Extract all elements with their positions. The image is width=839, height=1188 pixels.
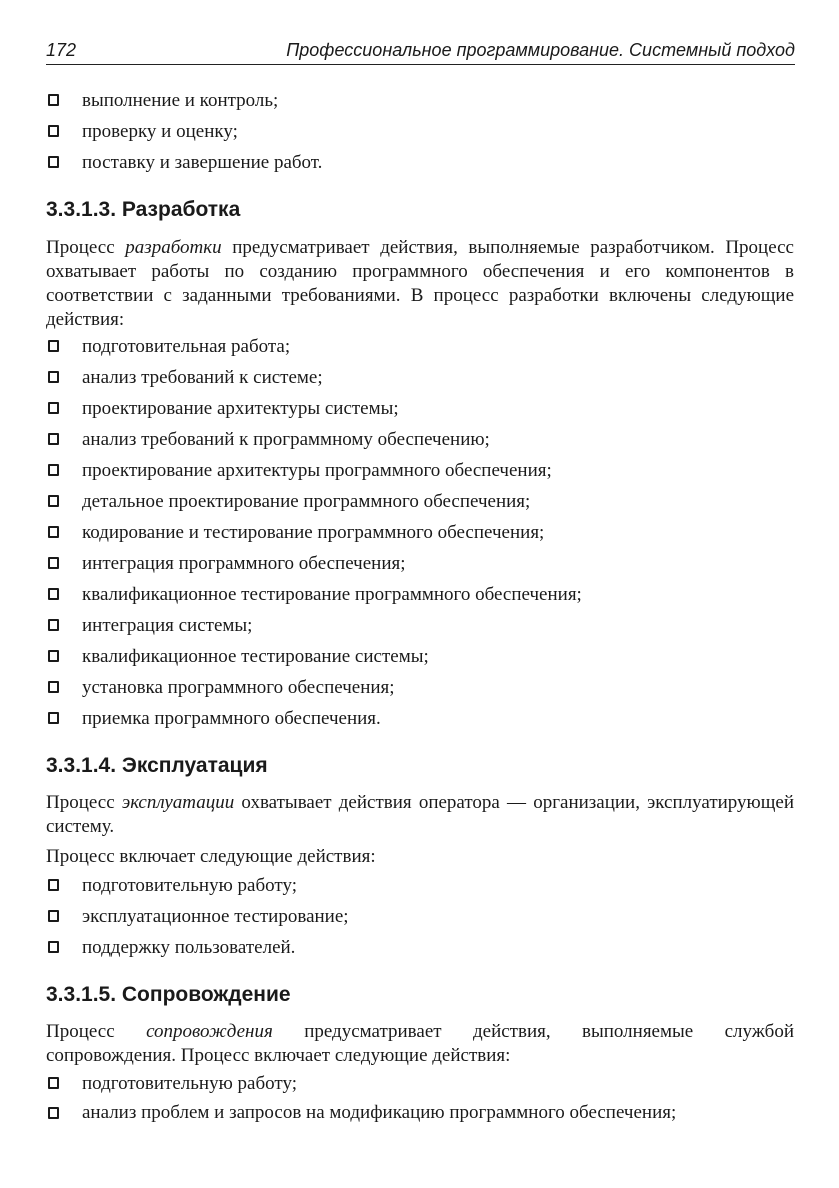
checkbox-bullet-icon xyxy=(48,588,59,600)
list-item: кодирование и тестирование программного обеспечения; xyxy=(46,518,795,548)
checkbox-bullet-icon xyxy=(48,156,59,168)
section-paragraph: Процесс разработки предусматривает действия, выполняемые разработчиком. Процесс охватывает работы по созданию программного обеспечения и его компонентов в соответствии с заданными требованиями. В процесс разработки включены следующие действия: xyxy=(46,237,794,330)
checkbox-bullet-icon xyxy=(48,619,59,631)
list-item: подготовительную работу; xyxy=(46,871,795,901)
list-item: анализ требований к программному обеспечению; xyxy=(46,425,795,455)
checkbox-bullet-icon xyxy=(48,340,59,352)
list-item: проектирование архитектуры системы; xyxy=(46,394,795,424)
checkbox-bullet-icon xyxy=(48,526,59,538)
list-item: интеграция системы; xyxy=(46,611,795,641)
list-item: установка программного обеспечения; xyxy=(46,673,795,703)
section-paragraph: Процесс сопровождения предусматривает действия, выполняемые службой сопровождения. Процесс включает следующие действия: xyxy=(46,1021,794,1066)
checkbox-bullet-icon xyxy=(48,464,59,476)
list-item: детальное проектирование программного обеспечения; xyxy=(46,487,795,517)
checkbox-bullet-icon xyxy=(48,879,59,891)
checkbox-bullet-icon xyxy=(48,681,59,693)
checkbox-bullet-icon xyxy=(48,1077,59,1089)
checkbox-bullet-icon xyxy=(48,712,59,724)
running-header xyxy=(46,40,795,65)
page-number: 172 xyxy=(46,40,77,60)
checkbox-bullet-icon xyxy=(48,650,59,662)
running-title: Профессиональное программирование. Системный подход xyxy=(286,40,795,60)
section-heading-operation: 3.3.1.4. Эксплуатация xyxy=(46,754,268,777)
list-item: приемка программного обеспечения. xyxy=(46,704,795,734)
checkbox-bullet-icon xyxy=(48,495,59,507)
checkbox-bullet-icon xyxy=(48,941,59,953)
checkbox-bullet-icon xyxy=(48,371,59,383)
checkbox-bullet-icon xyxy=(48,402,59,414)
list-item: поддержку пользователей. xyxy=(46,933,795,963)
list-item: квалификационное тестирование системы; xyxy=(46,642,795,672)
section-heading-development: 3.3.1.3. Разработка xyxy=(46,198,241,221)
list-item: анализ требований к системе; xyxy=(46,363,795,393)
list-item: подготовительная работа; xyxy=(46,332,795,362)
checkbox-bullet-icon xyxy=(48,1107,59,1119)
list-item: интеграция программного обеспечения; xyxy=(46,549,795,579)
section-paragraph: Процесс эксплуатации охватывает действия оператора — организации, эксплуатирующей систему. xyxy=(46,792,794,837)
checkbox-bullet-icon xyxy=(48,910,59,922)
checkbox-bullet-icon xyxy=(48,94,59,106)
list-item: выполнение и контроль; xyxy=(46,86,795,116)
checkbox-bullet-icon xyxy=(48,557,59,569)
list-item: эксплуатационное тестирование; xyxy=(46,902,795,932)
list-item: анализ проблем и запросов на модификацию программного обеспечения; xyxy=(46,1100,795,1126)
checkbox-bullet-icon xyxy=(48,433,59,445)
list-item: проверку и оценку; xyxy=(46,117,795,147)
checkbox-bullet-icon xyxy=(48,125,59,137)
list-item: проектирование архитектуры программного обеспечения; xyxy=(46,456,795,486)
list-item: подготовительную работу; xyxy=(46,1069,795,1099)
list-item: поставку и завершение работ. xyxy=(46,148,795,178)
section-heading-maintenance: 3.3.1.5. Сопровождение xyxy=(46,983,291,1006)
list-item: квалификационное тестирование программного обеспечения; xyxy=(46,580,795,610)
section-paragraph: Процесс включает следующие действия: xyxy=(46,846,376,867)
